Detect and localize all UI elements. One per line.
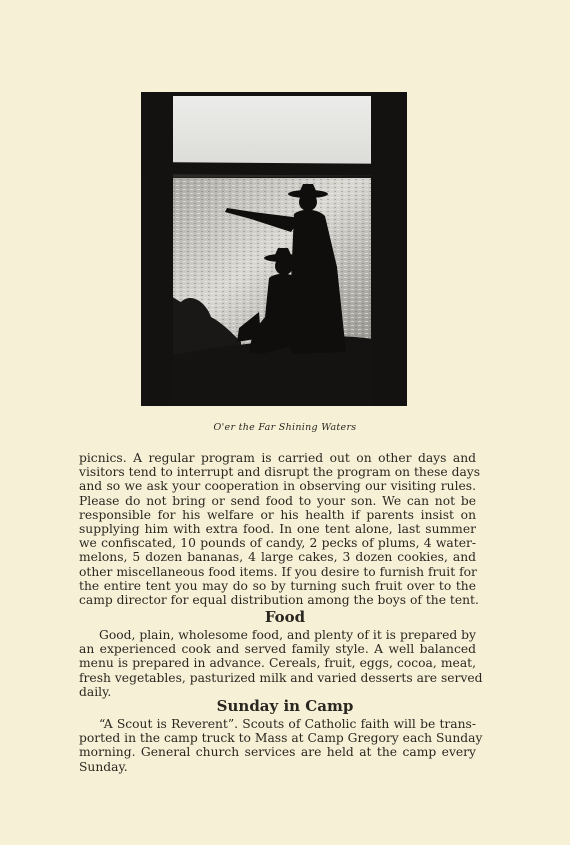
text-line: supplying him with extra food. In one tent alone, last summer [79, 522, 476, 537]
section-heading-sunday: Sunday in Camp [216, 697, 354, 715]
sunday-paragraph [79, 717, 483, 774]
text-line: visitors tend to interrupt and disrupt the program on these days [79, 465, 481, 480]
text-line: “A Scout is Reverent”. Scouts of Catholic faith will be trans- [99, 717, 476, 731]
section-heading-food: Food [264, 608, 306, 626]
photo-silhouette-scouts [141, 92, 407, 406]
photo-caption: O'er the Far Shining Waters [213, 422, 357, 433]
text-line: the entire tent you may do so by turning such fruit over to the [79, 578, 476, 593]
text-line: we confiscated, 10 pounds of candy, 2 pecks of plums, 4 water- [79, 536, 476, 551]
photo-illustration [141, 92, 407, 406]
text-line: other miscellaneous food items. If you desire to furnish fruit for [79, 564, 477, 579]
text-line: Please do not bring or send food to your son. We can not be [79, 493, 476, 508]
intro-paragraph [79, 451, 481, 608]
text-line: Good, plain, wholesome food, and plenty of it is prepared by [99, 628, 476, 642]
text-line: menu is prepared in advance. Cereals, fruit, eggs, cocoa, meat, [79, 656, 476, 671]
text-line: and so we ask your cooperation in observing our visiting rules. [79, 479, 476, 494]
text-line: Sunday. [79, 759, 128, 774]
text-line: morning. General church services are held at the camp every [79, 745, 476, 760]
text-line: camp director for equal distribution among the boys of the tent. [79, 593, 479, 608]
text-line: fresh vegetables, pasturized milk and varied desserts are served [79, 670, 483, 685]
text-line: picnics. A regular program is carried out on other days and [79, 451, 476, 465]
food-paragraph [79, 628, 483, 699]
text-line: an experienced cook and served family style. A well balanced [79, 642, 476, 657]
text-line: melons, 5 dozen bananas, 4 large cakes, 3 dozen cookies, and [79, 550, 476, 565]
text-line: daily. [79, 684, 112, 699]
text-line: responsible for his welfare or his health if parents insist on [79, 507, 476, 522]
text-line: ported in the camp truck to Mass at Camp Gregory each Sunday [79, 731, 483, 746]
